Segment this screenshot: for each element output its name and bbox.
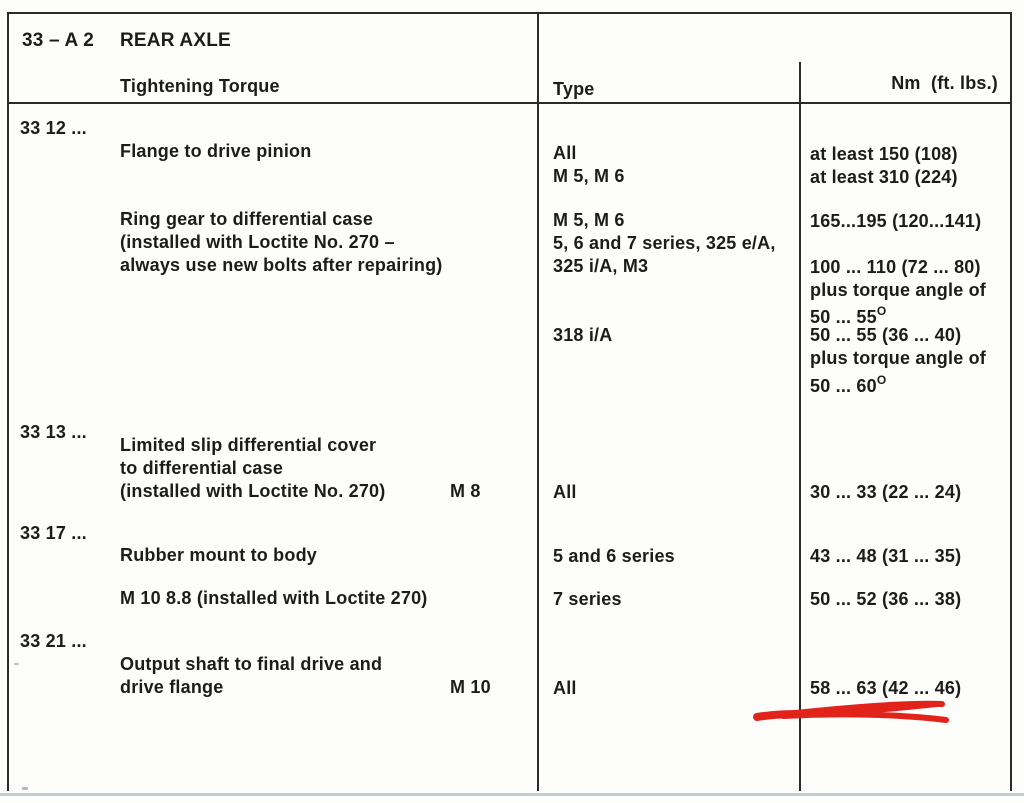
value-line: at least 310 (224) (810, 167, 958, 187)
description-line: always use new bolts after repairing) (120, 255, 443, 275)
value-line: plus torque angle of (810, 348, 987, 368)
type-line: 5, 6 and 7 series, 325 e/A, (553, 233, 776, 253)
degree-superscript: O (876, 373, 887, 387)
scan-artifact (22, 787, 28, 790)
value-line (810, 303, 886, 327)
type-line: 318 i/A (553, 325, 613, 345)
description-line: to differential case (120, 458, 284, 478)
bolt-size: M 8 (450, 481, 481, 501)
type-column-divider (537, 12, 539, 791)
type-line: 5 and 6 series (553, 546, 675, 566)
description-line: M 10 8.8 (installed with Loctite 270) (120, 588, 428, 608)
red-scribble-annotation (745, 695, 960, 735)
section-code: 33 13 ... (20, 422, 87, 442)
value-text: 50 ... 55 (810, 307, 877, 327)
page-bottom-edge (0, 793, 1024, 796)
description-line: Ring gear to differential case (120, 209, 374, 229)
type-line: M 5, M 6 (553, 166, 625, 186)
description-line: (installed with Loctite No. 270) (120, 481, 386, 501)
description-line: (installed with Loctite No. 270 – (120, 232, 395, 252)
type-line: M 5, M 6 (553, 210, 625, 230)
section-code: 33 17 ... (20, 523, 87, 543)
description-line: Rubber mount to body (120, 545, 317, 565)
column-header-type: Type (553, 79, 595, 99)
description-line: drive flange (120, 677, 224, 697)
description-line: Limited slip differential cover (120, 435, 377, 455)
page-title: REAR AXLE (120, 30, 231, 51)
header-divider (7, 102, 1012, 104)
value-line: 58 ... 63 (42 ... 46) (810, 678, 962, 698)
degree-superscript: O (876, 304, 887, 318)
value-line: plus torque angle of (810, 280, 987, 300)
type-line: 325 i/A, M3 (553, 256, 649, 276)
column-header-torque: Tightening Torque (120, 76, 280, 96)
value-line: at least 150 (108) (810, 144, 958, 164)
type-line: All (553, 143, 577, 163)
section-code: 33 12 ... (20, 118, 87, 138)
section-code-header: 33 – A 2 (22, 30, 95, 51)
description-line: Output shaft to final drive and (120, 654, 383, 674)
type-line: All (553, 678, 577, 698)
value-line: 165...195 (120...141) (810, 211, 982, 231)
value-line: 30 ... 33 (22 ... 24) (810, 482, 962, 502)
value-line (810, 372, 886, 396)
value-column-divider (799, 62, 801, 791)
section-code: 33 21 ... (20, 631, 87, 651)
bolt-size: M 10 (450, 677, 491, 697)
column-header-value: Nm (ft. lbs.) (891, 73, 998, 93)
table-border-right (1010, 12, 1012, 791)
value-line: 50 ... 52 (36 ... 38) (810, 589, 962, 609)
value-line: 100 ... 110 (72 ... 80) (810, 257, 981, 277)
type-line: 7 series (553, 589, 622, 609)
table-border-top (7, 12, 1012, 14)
value-text: 50 ... 60 (810, 376, 877, 396)
scan-artifact (14, 663, 19, 665)
table-border-left (7, 12, 9, 791)
value-line: 43 ... 48 (31 ... 35) (810, 546, 962, 566)
value-line: 50 ... 55 (36 ... 40) (810, 325, 962, 345)
description-line: Flange to drive pinion (120, 141, 312, 161)
type-line: All (553, 482, 577, 502)
